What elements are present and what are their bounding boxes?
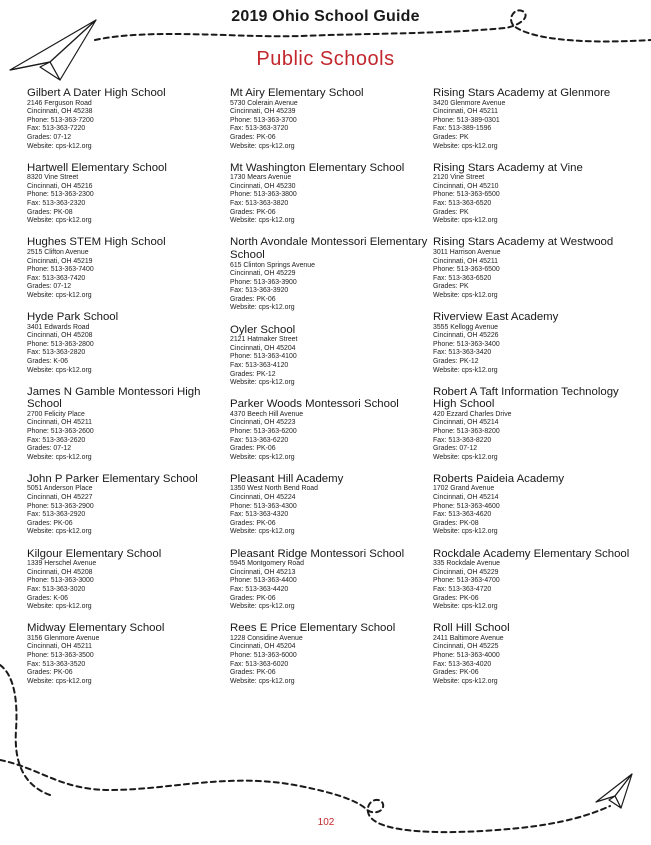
school-phone: Phone: 513-363-4100 xyxy=(230,353,297,361)
school-phone: Phone: 513-363-6200 xyxy=(230,428,297,435)
school-address: 3555 Kellogg Avenue xyxy=(433,323,499,331)
school-listing xyxy=(433,87,633,151)
school-name: Rising Stars Academy at Vine xyxy=(433,161,583,174)
school-phone: Phone: 513-363-3900 xyxy=(230,278,297,286)
school-phone: Phone: 513-363-3700 xyxy=(230,116,297,124)
school-listing xyxy=(27,473,227,537)
school-fax: Fax: 513-363-7220 xyxy=(27,125,86,133)
school-grades: Grades: PK-06 xyxy=(230,594,276,602)
school-website: Website: cps-k12.org xyxy=(230,603,295,611)
school-phone: Phone: 513-363-2300 xyxy=(27,191,94,199)
school-fax: Fax: 513-363-2620 xyxy=(27,436,86,444)
school-grades: Grades: K-06 xyxy=(27,357,68,365)
school-grades: Grades: PK-06 xyxy=(230,519,276,527)
school-listing xyxy=(27,87,227,151)
school-city: Cincinnati, OH 45204 xyxy=(230,643,296,651)
school-website: Website: cps-k12.org xyxy=(433,291,498,299)
school-address: 1339 Herschel Avenue xyxy=(27,560,97,568)
school-address: 2121 Hatmaker Street xyxy=(230,336,298,344)
school-phone: Phone: 513-363-3000 xyxy=(27,577,94,585)
school-grades: Grades: PK-12 xyxy=(230,370,276,378)
school-city: Cincinnati, OH 45229 xyxy=(230,270,296,278)
school-website: Website: cps-k12.org xyxy=(27,453,92,461)
school-website: Website: cps-k12.org xyxy=(433,528,498,536)
school-phone: Phone: 513-363-6000 xyxy=(230,651,297,659)
school-phone: Phone: 513-363-3800 xyxy=(230,191,297,199)
school-website: Website: cps-k12.org xyxy=(230,304,295,312)
school-address: 3420 Glenmore Avenue xyxy=(433,99,506,107)
school-fax: Fax: 513-363-3720 xyxy=(230,125,289,133)
school-fax: Fax: 513-363-2920 xyxy=(27,511,86,519)
school-address: 335 Rockdale Avenue xyxy=(433,560,500,568)
school-name: Hartwell Elementary School xyxy=(27,161,167,174)
school-fax: Fax: 513-363-6520 xyxy=(433,200,492,208)
school-directory xyxy=(27,87,637,787)
school-listing xyxy=(230,324,430,388)
school-listing xyxy=(27,236,227,300)
school-phone: Phone: 513-363-6500 xyxy=(433,191,500,199)
school-address: 1350 West North Bend Road xyxy=(230,485,318,493)
school-phone: Phone: 513-363-6500 xyxy=(433,266,500,274)
school-city: Cincinnati, OH 45211 xyxy=(27,643,92,651)
school-city: Cincinnati, OH 45208 xyxy=(27,568,93,576)
school-address: 2120 Vine Street xyxy=(433,174,485,182)
school-fax: Fax: 513-363-4720 xyxy=(433,585,492,593)
school-listing xyxy=(433,162,633,226)
school-name: Rockdale Academy Elementary School xyxy=(433,547,630,560)
school-name: Pleasant Ridge Montessori School xyxy=(230,547,405,560)
school-phone: Phone: 513-363-7200 xyxy=(27,116,94,124)
school-grades: Grades: PK-06 xyxy=(230,445,276,453)
school-name: Mt Airy Elementary School xyxy=(230,87,364,99)
school-grades: Grades: PK-12 xyxy=(433,357,479,365)
school-grades: Grades: PK-06 xyxy=(230,295,276,303)
school-website: Website: cps-k12.org xyxy=(27,677,92,685)
school-address: 5730 Colerain Avenue xyxy=(230,99,298,107)
school-grades: Grades: 07-12 xyxy=(433,445,478,453)
school-phone: Phone: 513-363-4600 xyxy=(433,502,500,510)
school-name: Hughes STEM High School xyxy=(27,236,166,249)
school-fax: Fax: 513-363-4120 xyxy=(230,361,289,369)
school-phone: Phone: 513-363-2600 xyxy=(27,428,94,435)
school-grades: Grades: PK xyxy=(433,283,469,291)
school-name: Parker Woods Montessori School xyxy=(230,398,399,411)
school-fax: Fax: 513-363-6220 xyxy=(230,436,289,444)
school-address: 3011 Harrison Avenue xyxy=(433,248,501,256)
school-website: Website: cps-k12.org xyxy=(230,528,295,536)
school-name: Rising Stars Academy at Glenmore xyxy=(433,87,611,99)
school-grades: Grades: PK-06 xyxy=(230,208,276,216)
school-fax: Fax: 513-363-6020 xyxy=(230,660,289,668)
school-fax: Fax: 513-363-4020 xyxy=(433,660,492,668)
school-fax: Fax: 513-363-4320 xyxy=(230,511,289,519)
school-name: Riverview East Academy xyxy=(433,310,559,323)
school-fax: Fax: 513-363-3020 xyxy=(27,585,86,593)
school-address: 4370 Beech Hill Avenue xyxy=(230,410,304,418)
school-address: 3156 Glenmore Avenue xyxy=(27,634,100,642)
school-listing xyxy=(433,473,633,537)
school-city: Cincinnati, OH 45230 xyxy=(230,182,296,190)
school-fax: Fax: 513-363-3420 xyxy=(433,349,492,357)
school-listing xyxy=(433,386,633,463)
school-fax: Fax: 513-363-3920 xyxy=(230,287,289,295)
school-city: Cincinnati, OH 45229 xyxy=(433,568,499,576)
school-website: Website: cps-k12.org xyxy=(433,453,498,461)
school-name: Oyler School xyxy=(230,323,296,336)
school-city: Cincinnati, OH 45211 xyxy=(433,108,498,116)
school-city: Cincinnati, OH 45211 xyxy=(27,419,92,427)
school-phone: Phone: 513-363-4000 xyxy=(433,651,500,659)
school-name: Hyde Park School xyxy=(27,310,119,323)
school-city: Cincinnati, OH 45225 xyxy=(433,643,499,651)
school-phone: Phone: 513-389-0301 xyxy=(433,116,500,124)
school-listing xyxy=(433,622,633,686)
school-website: Website: cps-k12.org xyxy=(27,528,92,536)
school-grades: Grades: PK-06 xyxy=(433,669,479,677)
school-address: 3401 Edwards Road xyxy=(27,323,90,331)
school-website: Website: cps-k12.org xyxy=(230,677,295,685)
school-listing xyxy=(230,162,430,226)
school-website: Website: cps-k12.org xyxy=(27,603,92,611)
school-city: Cincinnati, OH 45210 xyxy=(433,182,499,190)
school-listing xyxy=(230,236,430,313)
school-fax: Fax: 513-363-2820 xyxy=(27,349,86,357)
school-listing xyxy=(27,311,227,375)
school-city: Cincinnati, OH 45204 xyxy=(230,344,296,352)
school-website: Website: cps-k12.org xyxy=(433,603,498,611)
school-city: Cincinnati, OH 45211 xyxy=(433,257,498,265)
school-column xyxy=(27,87,227,697)
school-column xyxy=(230,87,430,697)
school-grades: Grades: 07-12 xyxy=(27,133,72,141)
school-grades: Grades: PK-08 xyxy=(27,208,73,216)
school-listing xyxy=(230,398,430,462)
guide-title: 2019 Ohio School Guide xyxy=(231,8,420,25)
section-title: Public Schools xyxy=(256,48,395,70)
school-website: Website: cps-k12.org xyxy=(433,677,498,685)
school-city: Cincinnati, OH 45213 xyxy=(230,568,296,576)
school-listing xyxy=(27,162,227,226)
page-number: 102 xyxy=(317,817,335,828)
school-grades: Grades: PK-06 xyxy=(230,133,276,141)
school-name: James N Gamble Montessori High School xyxy=(27,385,201,411)
school-name: Kilgour Elementary School xyxy=(27,547,162,560)
school-listing xyxy=(433,311,633,375)
school-phone: Phone: 513-363-4300 xyxy=(230,502,297,510)
school-listing xyxy=(27,386,227,463)
school-website: Website: cps-k12.org xyxy=(27,291,92,299)
school-fax: Fax: 513-363-6520 xyxy=(433,274,492,282)
school-grades: Grades: PK xyxy=(433,208,469,216)
school-name: Gilbert A Dater High School xyxy=(27,87,166,99)
school-phone: Phone: 513-363-3500 xyxy=(27,651,94,659)
school-fax: Fax: 513-363-4420 xyxy=(230,585,289,593)
school-fax: Fax: 513-363-2320 xyxy=(27,200,86,208)
school-website: Website: cps-k12.org xyxy=(230,217,295,225)
school-address: 2146 Ferguson Road xyxy=(27,99,92,107)
school-name: John P Parker Elementary School xyxy=(27,472,198,485)
school-name: Robert A Taft Information Technology High School xyxy=(433,385,619,411)
school-city: Cincinnati, OH 45224 xyxy=(230,494,296,502)
school-website: Website: cps-k12.org xyxy=(433,217,498,225)
school-listing xyxy=(230,622,430,686)
school-address: 1730 Mears Avenue xyxy=(230,174,292,182)
school-website: Website: cps-k12.org xyxy=(433,142,498,150)
school-city: Cincinnati, OH 45208 xyxy=(27,332,93,340)
school-name: Rising Stars Academy at Westwood xyxy=(433,236,614,249)
school-fax: Fax: 513-363-7420 xyxy=(27,274,86,282)
school-website: Website: cps-k12.org xyxy=(230,142,295,150)
school-listing xyxy=(230,87,430,151)
school-grades: Grades: PK-06 xyxy=(27,519,73,527)
school-address: 2515 Clifton Avenue xyxy=(27,248,89,256)
school-city: Cincinnati, OH 45239 xyxy=(230,108,296,116)
school-city: Cincinnati, OH 45214 xyxy=(433,494,499,502)
school-name: Mt Washington Elementary School xyxy=(230,161,405,174)
school-phone: Phone: 513-363-4400 xyxy=(230,577,297,585)
school-name: Midway Elementary School xyxy=(27,622,165,635)
school-city: Cincinnati, OH 45226 xyxy=(433,332,499,340)
school-phone: Phone: 513-363-7400 xyxy=(27,266,94,274)
school-grades: Grades: 07-12 xyxy=(27,445,72,453)
school-address: 1228 Considine Avenue xyxy=(230,634,303,642)
school-address: 1702 Grand Avenue xyxy=(433,485,495,493)
school-name: Rees E Price Elementary School xyxy=(230,622,396,635)
school-website: Website: cps-k12.org xyxy=(27,366,92,374)
school-fax: Fax: 513-363-3520 xyxy=(27,660,86,668)
school-grades: Grades: K-06 xyxy=(27,594,68,602)
school-address: 2700 Felicity Place xyxy=(27,410,85,418)
school-column xyxy=(433,87,633,697)
school-city: Cincinnati, OH 45216 xyxy=(27,182,93,190)
school-website: Website: cps-k12.org xyxy=(27,217,92,225)
school-fax: Fax: 513-363-8220 xyxy=(433,436,492,444)
school-fax: Fax: 513-389-1596 xyxy=(433,125,492,133)
school-fax: Fax: 513-363-4620 xyxy=(433,511,492,519)
school-listing xyxy=(27,622,227,686)
school-website: Website: cps-k12.org xyxy=(230,453,295,461)
school-city: Cincinnati, OH 45223 xyxy=(230,419,296,427)
school-grades: Grades: PK-08 xyxy=(433,519,479,527)
school-city: Cincinnati, OH 45227 xyxy=(27,494,93,502)
school-listing xyxy=(433,236,633,300)
school-listing xyxy=(433,548,633,612)
school-grades: Grades: 07-12 xyxy=(27,283,72,291)
school-listing xyxy=(27,548,227,612)
school-website: Website: cps-k12.org xyxy=(433,366,498,374)
school-phone: Phone: 513-363-2900 xyxy=(27,502,94,510)
school-address: 2411 Baltimore Avenue xyxy=(433,634,504,642)
school-listing xyxy=(230,473,430,537)
school-address: 5051 Anderson Place xyxy=(27,485,93,493)
school-address: 5945 Montgomery Road xyxy=(230,560,304,568)
school-phone: Phone: 513-363-3400 xyxy=(433,340,500,348)
school-name: North Avondale Montessori Elementary School xyxy=(230,236,428,261)
school-city: Cincinnati, OH 45238 xyxy=(27,108,93,116)
school-phone: Phone: 513-363-8200 xyxy=(433,428,500,435)
school-fax: Fax: 513-363-3820 xyxy=(230,200,289,208)
school-name: Roberts Paideia Academy xyxy=(433,472,565,485)
school-website: Website: cps-k12.org xyxy=(27,142,92,150)
school-city: Cincinnati, OH 45219 xyxy=(27,257,93,265)
school-grades: Grades: PK-06 xyxy=(230,669,276,677)
school-grades: Grades: PK-06 xyxy=(433,594,479,602)
school-website: Website: cps-k12.org xyxy=(230,379,295,387)
school-grades: Grades: PK xyxy=(433,133,469,141)
school-phone: Phone: 513-363-2800 xyxy=(27,340,94,348)
school-grades: Grades: PK-06 xyxy=(27,669,73,677)
school-address: 420 Ezzard Charles Drive xyxy=(433,410,512,418)
school-city: Cincinnati, OH 45214 xyxy=(433,419,499,427)
school-address: 615 Clinton Springs Avenue xyxy=(230,261,315,269)
school-listing xyxy=(230,548,430,612)
school-address: 8320 Vine Street xyxy=(27,174,79,182)
school-name: Roll Hill School xyxy=(433,622,510,635)
school-name: Pleasant Hill Academy xyxy=(230,472,344,485)
school-phone: Phone: 513-363-4700 xyxy=(433,577,500,585)
